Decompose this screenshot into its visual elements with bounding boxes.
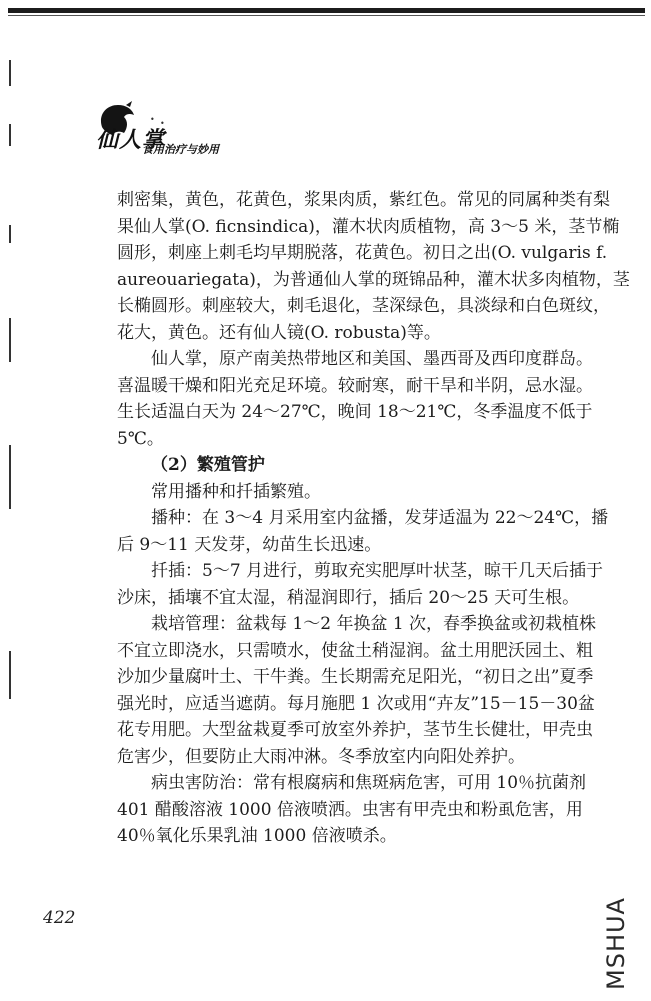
text-line: 生长适温白天为 24～27℃，晚间 18～21℃，冬季温度不低于 — [117, 402, 593, 422]
text-line: 后 9～11 天发芽，幼苗生长迅速。 — [117, 534, 382, 555]
logo-title: 仙人掌 — [96, 127, 166, 153]
text-line: 花大，黄色。还有仙人镜(O. robusta)等。 — [117, 322, 441, 343]
text-line: 长椭圆形。刺座较大，刺毛退化，茎深绿色，具淡绿和白色斑纹， — [117, 296, 610, 316]
text-line: 喜温暖干燥和阳光充足环境。较耐寒，耐干旱和半阴，忌水湿。 — [117, 375, 593, 396]
top-rule — [8, 8, 645, 13]
text-line: 401 醋酸溶液 1000 倍液喷洒。虫害有甲壳虫和粉虱危害，用 — [117, 799, 583, 820]
text-line: 常用播种和扦插繁殖。 — [151, 481, 321, 502]
logo-dot: • — [160, 119, 165, 128]
top-rule-thin — [8, 15, 645, 16]
watermark: MSHUA — [602, 897, 630, 990]
logo-subtitle: 食用治疗与妙用 — [142, 143, 219, 156]
text-line: aureouariegata)，为普通仙人掌的斑锦品种，灌木状多肉植物，茎 — [117, 269, 630, 290]
text-line: 强光时，应适当遮荫。每月施肥 1 次或用“卉友”15－15－30盆 — [117, 693, 595, 714]
text-line: 扦插：5～7 月进行，剪取充实肥厚叶状茎，晾干几天后插于 — [151, 561, 604, 581]
text-line: 栽培管理：盆栽每 1～2 年换盆 1 次，春季换盆或初栽植株 — [151, 614, 597, 634]
text-line: 圆形，刺座上刺毛均早期脱落，花黄色。初日之出(O. vulgaris f. — [117, 243, 608, 263]
logo-dot: • — [150, 115, 155, 124]
body-text — [117, 187, 630, 850]
page-number: 422 — [43, 908, 76, 928]
text-line: 危害少，但要防止大雨冲淋。冬季放室内向阳处养护。 — [117, 746, 525, 767]
margin-mark — [9, 445, 11, 509]
text-line: 40％氧化乐果乳油 1000 倍液喷杀。 — [117, 826, 397, 846]
text-line: 不宜立即浇水，只需喷水，使盆土稍湿润。盆土用肥沃园土、粗 — [117, 640, 593, 661]
margin-mark — [9, 225, 11, 243]
margin-mark — [9, 651, 11, 699]
margin-mark — [9, 124, 11, 146]
section-heading: （2）繁殖管护 — [151, 455, 265, 475]
text-line: 仙人掌，原产南美热带地区和美国、墨西哥及西印度群岛。 — [151, 349, 593, 369]
margin-mark — [9, 318, 11, 362]
text-line: 沙加少量腐叶土、干牛粪。生长期需充足阳光，“初日之出”夏季 — [117, 667, 594, 687]
text-line: 花专用肥。大型盆栽夏季可放室外养护，茎节生长健壮，甲壳虫 — [117, 720, 593, 740]
text-line: 病虫害防治：常有根腐病和焦斑病危害，可用 10％抗菌剂 — [151, 773, 587, 793]
margin-mark — [9, 60, 11, 86]
text-line: 刺密集，黄色，花黄色，浆果肉质，紫红色。常见的同属种类有梨 — [117, 190, 610, 210]
text-line: 播种：在 3～4 月采用室内盆播，发芽适温为 22～24℃，播 — [151, 508, 609, 528]
text-line: 沙床，插壤不宜太湿，稍湿润即行，插后 20～25 天可生根。 — [117, 587, 580, 608]
book-logo — [88, 97, 288, 167]
text-line: 果仙人掌(O. ficnsindica)，灌木状肉质植物，高 3～5 米，茎节椭 — [117, 216, 620, 237]
text-line: 5℃。 — [117, 428, 164, 449]
